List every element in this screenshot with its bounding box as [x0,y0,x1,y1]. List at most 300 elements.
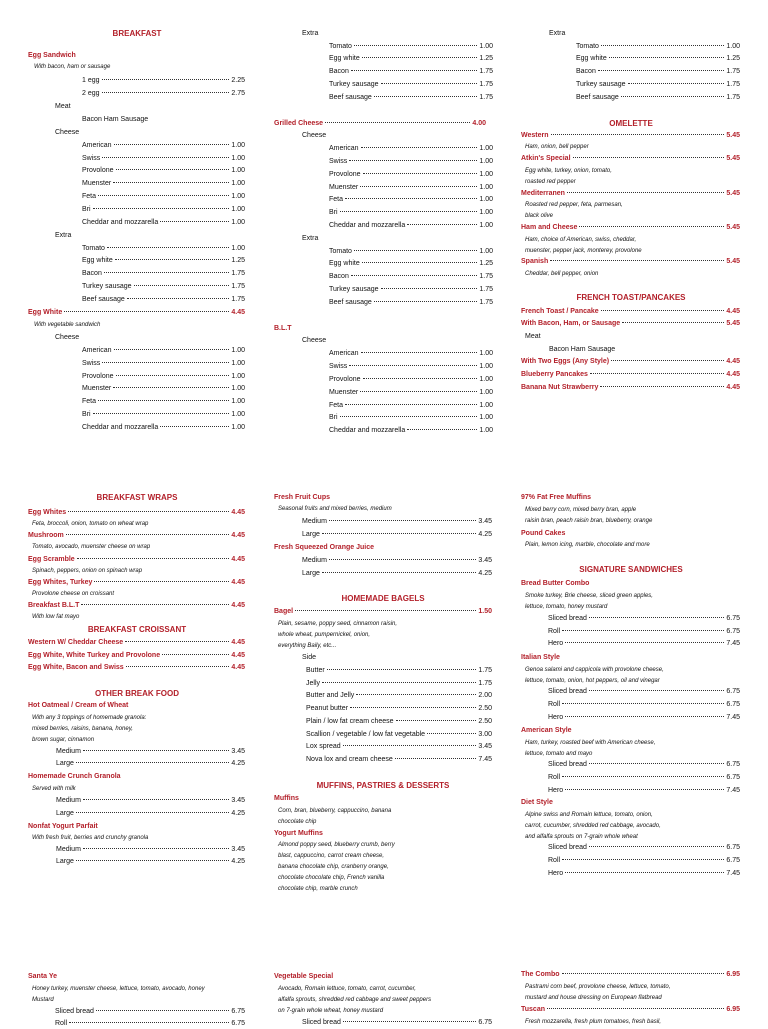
menu-item-mushroom [28,530,245,541]
item-name: Egg white [329,260,360,267]
item-description: Plain, sesame, poppy seed, cinnamon raisin, [278,621,398,627]
item-price: 1.75 [478,680,492,687]
item-name: Egg White [28,309,63,316]
item-name: Tomato [576,43,599,50]
item-description: With low fat mayo [32,614,80,620]
item-description: Plain, lemon icing, marble, chocolate and more [525,542,650,548]
item-description: muenster, pepper jack, monterey, provolone [525,248,642,254]
item-name: Cheddar and mozzarella [329,427,406,434]
item-name: Egg Scramble [28,556,75,563]
item-description: Served with milk [32,786,76,792]
item-price: 5.45 [726,132,740,139]
item-name: Breakfast B.L.T [28,602,80,609]
item-description: Spinach, peppers, onion on spinach wrap [32,568,143,574]
item-description: Honey turkey, muenster cheese, lettuce, tomato, avocado, honey [32,986,205,992]
item-description: mustard and house dressing on European flatbread [525,995,662,1001]
item-name: Medium [302,518,327,525]
dot-leader [160,426,229,427]
dot-leader [361,352,478,353]
item-name: Turkey sausage [576,81,626,88]
menu-item-egg-white [329,53,493,64]
item-name: Jelly [306,680,321,687]
item-description: Avocado, Romain lettuce, tomato, carrot, cucumber, [278,986,416,992]
option-label: Meat [55,103,71,110]
item-description: on 7-grain whole wheat, honey mustard [278,1008,384,1014]
item-description: whole wheat, pumpernickel, onion, [278,632,371,638]
item-name: Western [521,132,549,139]
menu-item-western-w-cheddar-cheese [28,637,245,648]
item-name: Bri [329,414,338,421]
item-name: Tuscan [521,1006,545,1013]
dot-leader [83,848,229,849]
menu-item-tomato [329,246,493,257]
dot-leader [601,310,725,311]
item-title: Vegetable Special [274,973,334,980]
menu-item-large [302,529,492,540]
item-price: 7.45 [726,787,740,794]
item-name: Sliced bread [548,844,587,851]
item-name: Banana Nut Strawberry [521,384,599,391]
item-name: Butter and Jelly [306,692,355,699]
dot-leader [565,642,724,643]
item-price: 4.25 [478,531,492,538]
item-price: 1.00 [479,402,493,409]
menu-item-roll [548,699,740,710]
item-price: 1.00 [231,245,245,252]
dot-leader [102,157,229,158]
dot-leader [562,703,724,704]
item-price: 4.45 [231,309,245,316]
menu-item-swiss [329,361,493,372]
dot-leader [622,322,724,323]
item-name: Large [56,810,74,817]
dot-leader [329,559,476,560]
item-description: Cheddar, bell pepper, onion [525,271,599,277]
item-price: 4.45 [726,371,740,378]
item-name: American [82,347,112,354]
menu-item-tuscan [521,1004,740,1015]
item-name: Ham and Cheese [521,224,578,231]
item-price: 6.75 [231,1020,245,1027]
menu-item-swiss [329,156,493,167]
item-price: 6.75 [726,615,740,622]
menu-item-beef-sausage [82,294,245,305]
item-name: Spanish [521,258,549,265]
item-name: Egg white [82,257,113,264]
item-price: 1.00 [479,427,493,434]
dot-leader [114,349,230,350]
item-price: 1.00 [231,206,245,213]
dot-leader [295,610,476,611]
menu-item-breakfast-b-l-t [28,600,245,611]
menu-item-egg-white-bacon-and-swiss [28,662,245,673]
item-price: 1.00 [479,171,493,178]
section-header: BREAKFAST WRAPS [96,493,178,502]
menu-item-ham-and-cheese [521,222,740,233]
menu-item-nova-lox-and-cream-cheese [306,754,492,765]
menu-item-french-toast-pancake [521,306,740,317]
dot-leader [322,682,476,683]
menu-item-scallion-vegetable-low-fat-vegetable [306,729,492,740]
menu-item-egg-white-white-turkey-and-provolone [28,650,245,661]
item-name: Medium [56,748,81,755]
dot-leader [96,1010,229,1011]
menu-item-peanut-butter [306,703,492,714]
menu-item-muenster [82,178,245,189]
dot-leader [609,57,725,58]
dot-leader [601,45,724,46]
item-name: Large [56,858,74,865]
dot-leader [350,707,476,708]
menu-item-sliced-bread [548,842,740,853]
item-name: Cheddar and mozzarella [82,424,159,431]
menu-item-roll [548,626,740,637]
item-price: 1.75 [726,68,740,75]
dot-leader [407,429,477,430]
menu-item-cheddar-and-mozzarella [82,217,245,228]
item-price: 1.00 [479,248,493,255]
menu-item-feta [82,191,245,202]
item-name: Bagel [274,608,294,615]
dot-leader [611,360,724,361]
item-price: 4.45 [231,664,245,671]
item-description: and alfalfa sprouts on 7-grain whole wheat [525,834,638,840]
menu-item-egg-white [82,255,245,266]
item-price: 2.50 [478,705,492,712]
dot-leader [102,92,230,93]
menu-item-medium [56,844,245,855]
menu-item-turkey-sausage [82,281,245,292]
item-price: 1.00 [479,145,493,152]
item-price: 6.75 [726,844,740,851]
item-price: 1.00 [231,193,245,200]
dot-leader [340,211,478,212]
section-header: BREAKFAST CROISSANT [87,625,187,634]
dot-leader [589,617,724,618]
menu-item-mediterranen [521,188,740,199]
item-price: 1.00 [231,398,245,405]
option-label: Cheese [55,334,80,341]
item-price: 4.45 [231,509,245,516]
dot-leader [374,96,478,97]
item-description: brown sugar, cinnamon [32,737,95,743]
dot-leader [83,799,229,800]
item-name: Sliced bread [548,761,587,768]
section-header: SIGNATURE SANDWICHES [579,565,683,574]
dot-leader [354,250,477,251]
menu-item-grilled-cheese [274,118,486,129]
dot-leader [550,260,724,261]
item-description: Ham, onion, bell pepper [525,144,589,150]
dot-leader [354,45,477,46]
item-price: 5.45 [726,155,740,162]
item-price: 3.45 [231,846,245,853]
option-label: Cheese [302,132,327,139]
dot-leader [381,288,478,289]
item-title: Nonfat Yogurt Parfait [28,823,98,830]
item-name: Atkin's Special [521,155,571,162]
item-price: 3.45 [478,518,492,525]
dot-leader [562,973,725,974]
item-name: Provolone [82,167,114,174]
item-price: 4.45 [726,384,740,391]
dot-leader [590,373,724,374]
item-price: 7.45 [726,640,740,647]
item-name: Hero [548,714,564,721]
item-description: Mixed berry corn, mixed berry bran, apple [525,507,637,513]
item-price: 4.45 [231,639,245,646]
menu-item-cheddar-and-mozzarella [329,425,493,436]
dot-leader [322,533,476,534]
item-name: Mediterranen [521,190,565,197]
menu-item-bacon [329,271,493,282]
item-price: 7.45 [726,870,740,877]
menu-item-egg-whites-turkey [28,577,245,588]
menu-item-bacon [576,66,740,77]
dot-leader [589,690,724,691]
item-price: 1.00 [479,209,493,216]
dot-leader [562,859,724,860]
item-price: 2.75 [231,90,245,97]
menu-item-egg-white [576,53,740,64]
item-description: Egg white, turkey, onion, tomato, [525,168,612,174]
item-name: Muenster [82,180,112,187]
menu-item-beef-sausage [329,297,493,308]
item-name: Turkey sausage [329,81,379,88]
menu-item-bri [82,409,245,420]
item-price: 1.00 [231,424,245,431]
item-description: Seasonal fruits and mixed berries, medium [278,506,392,512]
item-name: Medium [302,557,327,564]
item-name: Beef sausage [329,299,372,306]
item-name: Butter [306,667,325,674]
item-description: lettuce, tomato, onion, hot peppers, oil and vinegar [525,678,660,684]
item-price: 5.45 [726,190,740,197]
item-name: Tomato [82,245,105,252]
dot-leader [562,630,724,631]
menu-item-sliced-bread [55,1006,245,1017]
dot-leader [83,750,229,751]
menu-item-the-combo [521,969,740,980]
item-price: 2.50 [478,718,492,725]
menu-item-sliced-bread [302,1017,492,1028]
menu-item-provolone [329,169,493,180]
option-label: Bacon Ham Sausage [82,116,149,123]
item-name: American [82,142,112,149]
menu-item-beef-sausage [329,92,493,103]
section-header: HOMEMADE BAGELS [341,594,425,603]
item-title: Egg Sandwich [28,52,76,59]
menu-item-large [302,568,492,579]
item-price: 1.50 [478,608,492,615]
item-name: Swiss [329,158,348,165]
item-title: Italian Style [521,654,560,661]
item-description: Alpine swiss and Romain lettuce, tomato, onion, [525,812,653,818]
item-name: Muenster [329,389,359,396]
item-price: 1.00 [479,389,493,396]
dot-leader [360,391,477,392]
option-label: Extra [302,235,319,242]
item-name: Provolone [329,376,361,383]
item-name: Bacon [329,68,349,75]
menu-item-sliced-bread [548,686,740,697]
dot-leader [329,520,476,521]
option-label: Cheese [302,337,327,344]
dot-leader [396,720,477,721]
option-label: Meat [525,333,541,340]
item-price: 4.45 [231,532,245,539]
item-price: 1.00 [479,376,493,383]
dot-leader [343,1021,476,1022]
menu-item-hero [548,638,740,649]
dot-leader [113,387,229,388]
item-name: Swiss [82,360,101,367]
menu-item-western [521,130,740,141]
menu-item-hero [548,868,740,879]
item-name: Peanut butter [306,705,349,712]
dot-leader [125,641,229,642]
dot-leader [81,604,229,605]
dot-leader [162,654,229,655]
item-description: With vegetable sandwich [34,322,101,328]
item-title: Yogurt Muffins [274,830,323,837]
item-price: 1.00 [231,142,245,149]
menu-item-feta [329,400,493,411]
item-description: Ham, turkey, roasted beef with American cheese, [525,740,656,746]
menu-item-hero [548,785,740,796]
item-price: 1.75 [478,667,492,674]
item-name: Roll [548,701,561,708]
item-description: Tomato, avocado, muenster cheese on wrap [32,544,151,550]
item-name: 2 egg [82,90,100,97]
menu-item-bri [82,204,245,215]
dot-leader [343,745,477,746]
item-price: 1.00 [231,180,245,187]
item-name: Muenster [82,385,112,392]
item-price: 1.00 [479,43,493,50]
item-price: 6.95 [726,1006,740,1013]
item-title: Pound Cakes [521,530,566,537]
section-header: BREAKFAST [112,29,162,38]
item-price: 1.75 [479,286,493,293]
item-description: everything Baily, etc... [278,643,337,649]
menu-item-turkey-sausage [329,284,493,295]
item-title: Muffins [274,795,299,802]
dot-leader [351,275,478,276]
item-price: 5.45 [726,258,740,265]
item-price: 2.00 [478,692,492,699]
item-description: chocolate chocolate chip, French vanilla [278,875,385,881]
dot-leader [94,581,229,582]
menu-item-medium [302,555,492,566]
option-label: Bacon Ham Sausage [549,346,616,353]
dot-leader [621,96,725,97]
option-label: Extra [302,30,319,37]
menu-item-swiss [82,358,245,369]
item-name: Roll [55,1020,68,1027]
item-price: 6.75 [726,857,740,864]
menu-item-american [82,140,245,151]
item-description: mixed berries, raisins, banana, honey, [32,726,133,732]
dot-leader [360,186,477,187]
item-name: Swiss [82,155,101,162]
item-name: Hero [548,870,564,877]
item-description: With bacon, ham or sausage [34,64,111,70]
item-name: Large [302,570,320,577]
item-name: Bri [82,206,91,213]
item-price: 1.00 [479,363,493,370]
dot-leader [565,789,724,790]
dot-leader [127,298,230,299]
dot-leader [547,1008,724,1009]
item-name: Hero [548,787,564,794]
item-price: 5.45 [726,320,740,327]
dot-leader [76,762,229,763]
item-price: 1.75 [479,299,493,306]
dot-leader [374,301,478,302]
item-description: Pastrami corn beef, provolone cheese, lettuce, tomato, [525,984,671,990]
item-title: 97% Fat Free Muffins [521,494,592,501]
item-name: Blueberry Pancakes [521,371,588,378]
menu-item-2-egg [82,88,245,99]
dot-leader [102,362,229,363]
item-price: 4.45 [231,652,245,659]
dot-leader [322,572,476,573]
item-price: 6.75 [231,1008,245,1015]
item-name: Roll [548,857,561,864]
item-description: Mustard [32,997,54,1003]
menu-item-swiss [82,153,245,164]
item-name: Bri [329,209,338,216]
item-name: Plain / low fat cream cheese [306,718,394,725]
item-name: Sliced bread [548,688,587,695]
item-price: 7.45 [478,756,492,763]
item-price: 3.45 [231,797,245,804]
menu-item-lox-spread [306,741,492,752]
dot-leader [349,365,477,366]
item-name: Egg Whites [28,509,67,516]
dot-leader [126,666,230,667]
dot-leader [93,413,230,414]
item-price: 4.45 [231,602,245,609]
item-name: Tomato [329,248,352,255]
item-price: 1.75 [479,68,493,75]
item-price: 7.45 [726,714,740,721]
item-price: 1.75 [231,270,245,277]
dot-leader [345,404,477,405]
dot-leader [362,57,478,58]
option-label: Cheese [55,129,80,136]
menu-item-bri [329,207,493,218]
item-name: Bri [82,411,91,418]
menu-item-feta [82,396,245,407]
dot-leader [589,846,724,847]
menu-item-provolone [329,374,493,385]
dot-leader [325,122,470,123]
item-name: Sliced bread [548,615,587,622]
item-name: Egg White, Bacon and Swiss [28,664,124,671]
item-name: Bacon [329,273,349,280]
item-price: 6.75 [726,688,740,695]
item-name: Swiss [329,363,348,370]
menu-item-muenster [329,182,493,193]
item-description: lettuce, tomato and mayo [525,751,593,757]
item-price: 6.75 [726,701,740,708]
item-name: Feta [329,402,344,409]
item-price: 1.00 [479,414,493,421]
menu-item-spanish [521,256,740,267]
item-price: 1.00 [479,158,493,165]
